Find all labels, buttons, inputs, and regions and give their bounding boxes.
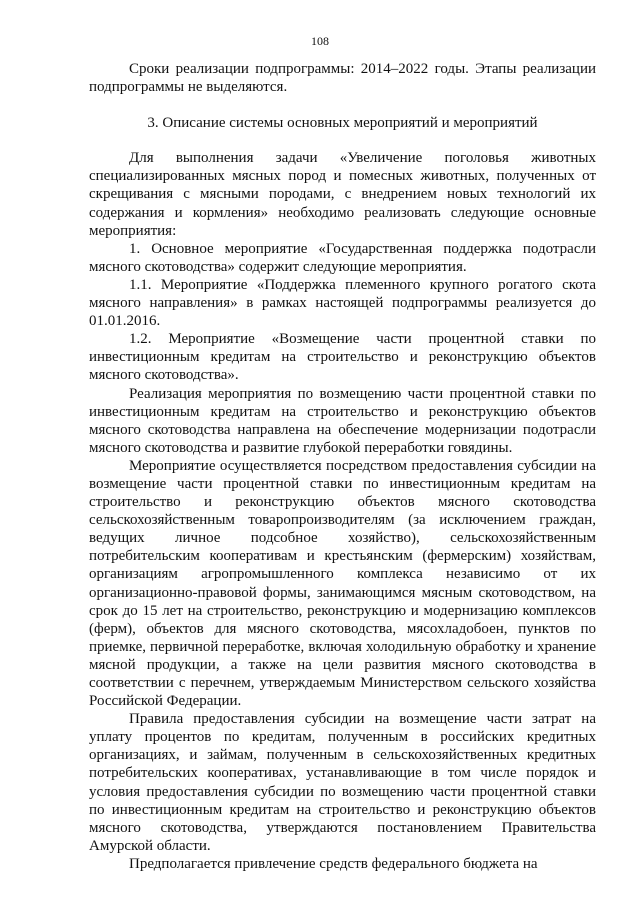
section-heading: 3. Описание системы основных мероприятий и мероприятий: [147, 115, 538, 132]
paragraph: 1. Основное мероприятие «Государственная поддержка подотрасли мясного скотоводства» содержит следующие мероприятия.: [89, 240, 596, 275]
document-body: [89, 60, 596, 873]
paragraph: Реализация мероприятия по возмещению части процентной ставки по инвестиционным кредитам на строительство и реконструкцию объектов мясного скотоводства направлена на обеспечение модернизации подотрасли мясного скотоводства и развитие глубокой переработки говядины.: [89, 385, 596, 456]
paragraph: 1.2. Мероприятие «Возмещение части процентной ставки по инвестиционным кредитам на строительство и реконструкцию объектов мясного скотоводства».: [89, 331, 596, 384]
paragraph: 1.1. Мероприятие «Поддержка племенного крупного рогатого скота мясного направления» в рамках настоящей подпрограммы реализуется до 01.01.2016.: [89, 276, 596, 330]
paragraph: Для выполнения задачи «Увеличение поголовья животных специализированных мясных пород и помесных животных, полученных от скрещивания с мясными породами, с внедрением новых технологий их содержания и кормления» необходимо реализовать следующие основные мероприятия:: [89, 150, 596, 239]
paragraph: Предполагается привлечение средств федерального бюджета на: [129, 855, 538, 872]
page-number: 108: [311, 34, 329, 48]
paragraph-terms: Сроки реализации подпрограммы: 2014–2022 годы. Этапы реализации подпрограммы не выделяются.: [89, 61, 596, 96]
paragraph: Правила предоставления субсидии на возмещение части затрат на уплату процентов по кредитам, полученным в российских кредитных организациях, и займам, полученным в сельскохозяйственных кредитных потребительских кооперативах, устанавливающие в том числе порядок и условия предоставления субсидии по возмещению части процентной ставки по инвестиционным кредитам на строительство и реконструкцию объектов мясного скотоводства, утверждаются постановлением Правительства Амурской области.: [89, 711, 596, 854]
paragraph: Мероприятие осуществляется посредством предоставления субсидии на возмещение части процентной ставки по инвестиционным кредитам на строительство и реконструкцию объектов мясного скотоводства сельскохозяйственным товаропроизводителям (за исключением граждан, ведущих личное подсобное хозяйство), сельскохозяйственным потребительским кооперативам и крестьянским (фермерским) хозяйствам, организациям агропромышленного комплекса независимо от их организационно-правовой формы, занимающимся мясным скотоводством, на срок до 15 лет на строительство, реконструкцию и модернизацию комплексов (ферм), объектов для мясного скотоводства, мясохладобоен, пунктов по приемке, первичной переработке, включая холодильную обработку и хранение мясной продукции, а также на цели развития мясного скотоводства в соответствии с перечнем, утверждаемым Министерством сельского хозяйства Российской Федерации.: [89, 457, 596, 710]
